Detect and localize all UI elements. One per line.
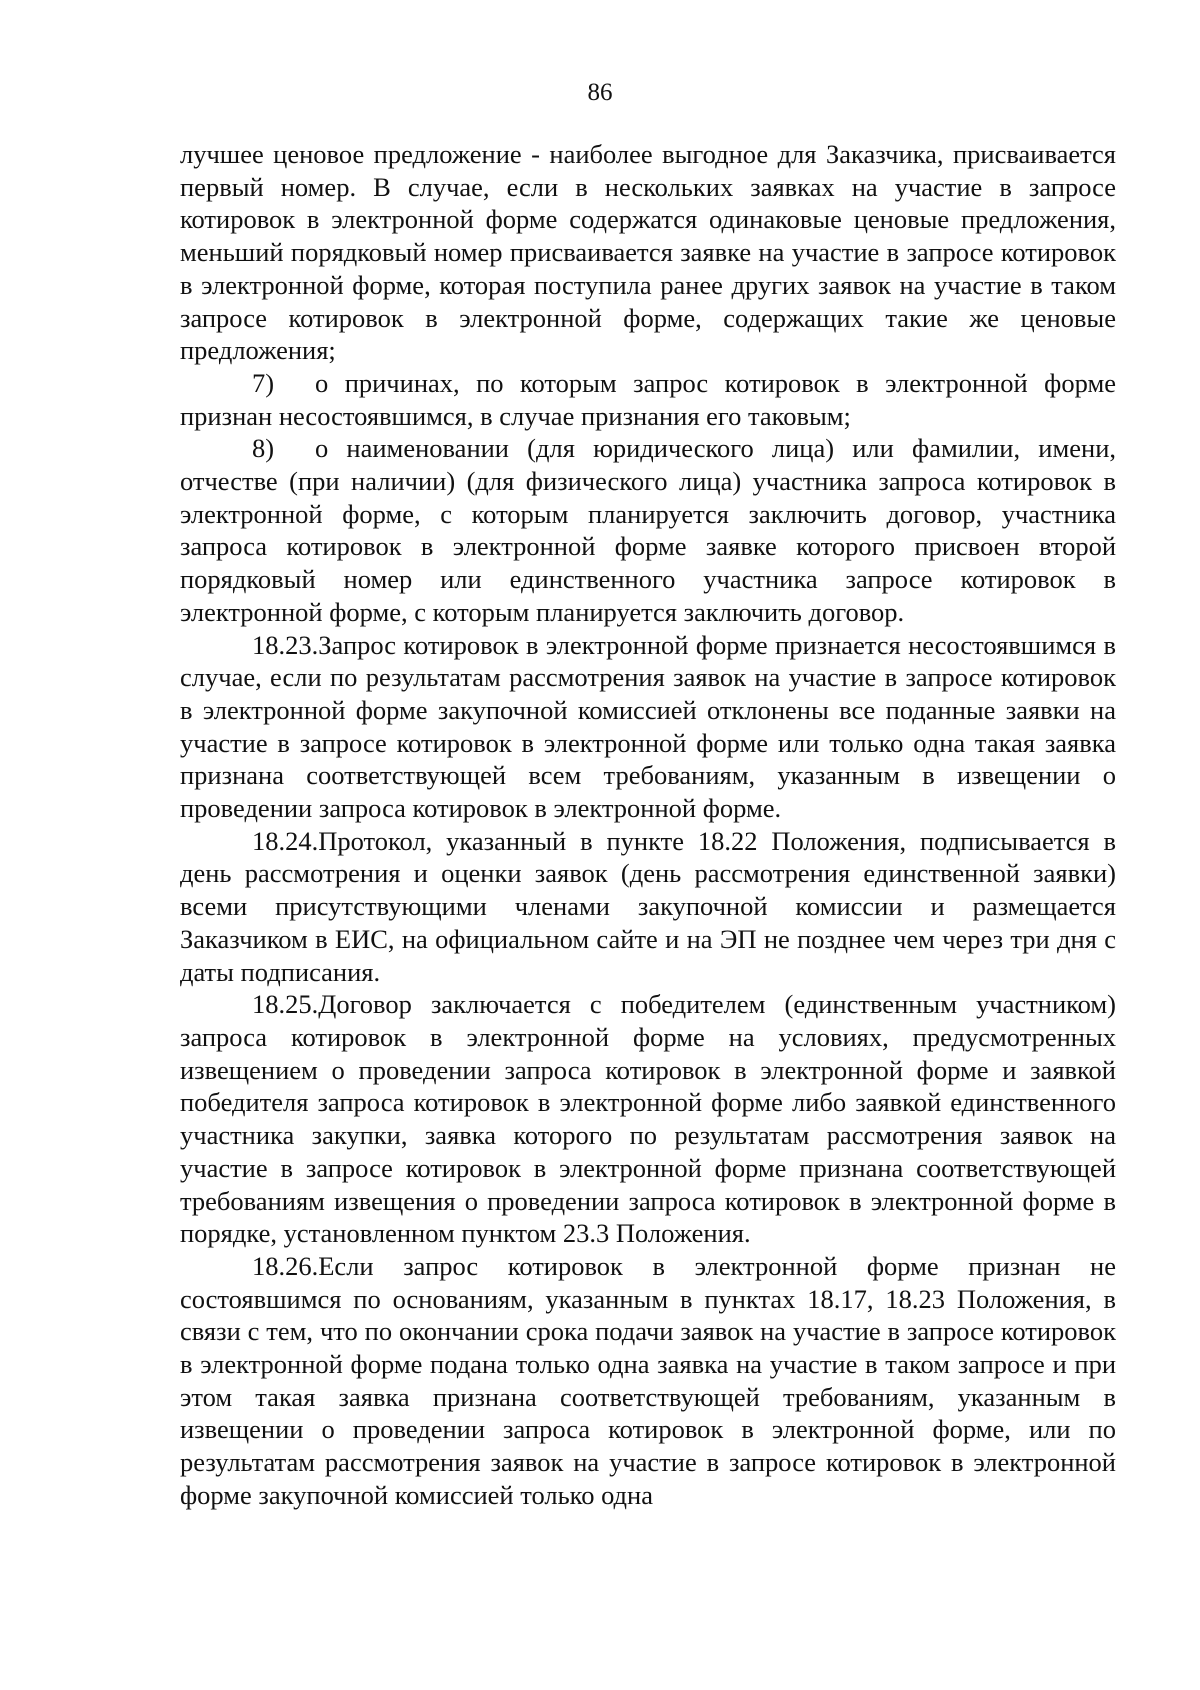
clause-18-26: 18.26.Если запрос котировок в электронной форме признан не состоявшимся по основаниям, указанным в пунктах 18.17, 18.23 Положения, в связи с тем, что по окончании срока подачи заявок на участие в запросе котировок в электронной форме подана только одна заявка на участие в таком запросе и при этом такая заявка признана соответствующей требованиям, указанным в извещении о проведении запроса котировок в электронной форме, или по результатам рассмотрения заявок на участие в запросе котировок в электронной форме закупочной комиссией только одна	[180, 1250, 1116, 1510]
list-item-marker: 7)	[252, 367, 275, 398]
document-body	[180, 138, 1116, 1512]
list-item-text: о причинах, по которым запрос котировок в электронной форме признан несостоявшимся, в случае признания его таковым;	[180, 367, 1116, 431]
list-item-7	[180, 367, 1116, 432]
paragraph-continuation: лучшее ценовое предложение - наиболее выгодное для Заказчика, присваивается первый номер. В случае, если в нескольких заявках на участие в запросе котировок в электронной форме содержатся одинаковые ценовые предложения, меньший порядковый номер присваивается заявке на участие в запросе котировок в электронной форме, которая поступила ранее других заявок на участие в таком запросе котировок в электронной форме, содержащих такие же ценовые предложения;	[180, 139, 1116, 366]
clause-18-24: 18.24.Протокол, указанный в пункте 18.22 Положения, подписывается в день рассмотрения и оценки заявок (день рассмотрения единственной заявки) всеми присутствующими членами закупочной комиссии и размещается Заказчиком в ЕИС, на официальном сайте и на ЭП не позднее чем через три дня с даты подписания.	[180, 825, 1116, 987]
list-item-marker: 8)	[252, 433, 275, 464]
clause-18-23: 18.23.Запрос котировок в электронной форме признается несостоявшимся в случае, если по результатам рассмотрения заявок на участие в запросе котировок в электронной форме закупочной комиссией отклонены все поданные заявки на участие в запросе котировок в электронной форме или только одна такая заявка признана соответствующей всем требованиям, указанным в извещении о проведении запроса котировок в электронной форме.	[180, 629, 1116, 824]
list-item-8	[180, 432, 1116, 628]
clause-18-25: 18.25.Договор заключается с победителем (единственным участником) запроса котировок в электронной форме на условиях, предусмотренных извещением о проведении запроса котировок в электронной форме и заявкой победителя запроса котировок в электронной форме либо заявкой единственного участника закупки, заявка которого по результатам рассмотрения заявок на участие в запросе котировок в электронной форме признана соответствующей требованиям извещения о проведении запроса котировок в электронной форме в порядке, установленном пунктом 23.3 Положения.	[180, 989, 1116, 1249]
page-number: 86	[587, 79, 613, 106]
list-item-text: о наименовании (для юридического лица) или фамилии, имени, отчестве (при наличии) (для физического лица) участника запроса котировок в электронной форме, с которым планируется заключить договор, участника запроса котировок в электронной форме заявке которого присвоен второй порядковый номер или единственного участника запросе котировок в электронной форме, с которым планируется заключить договор.	[180, 433, 1116, 627]
